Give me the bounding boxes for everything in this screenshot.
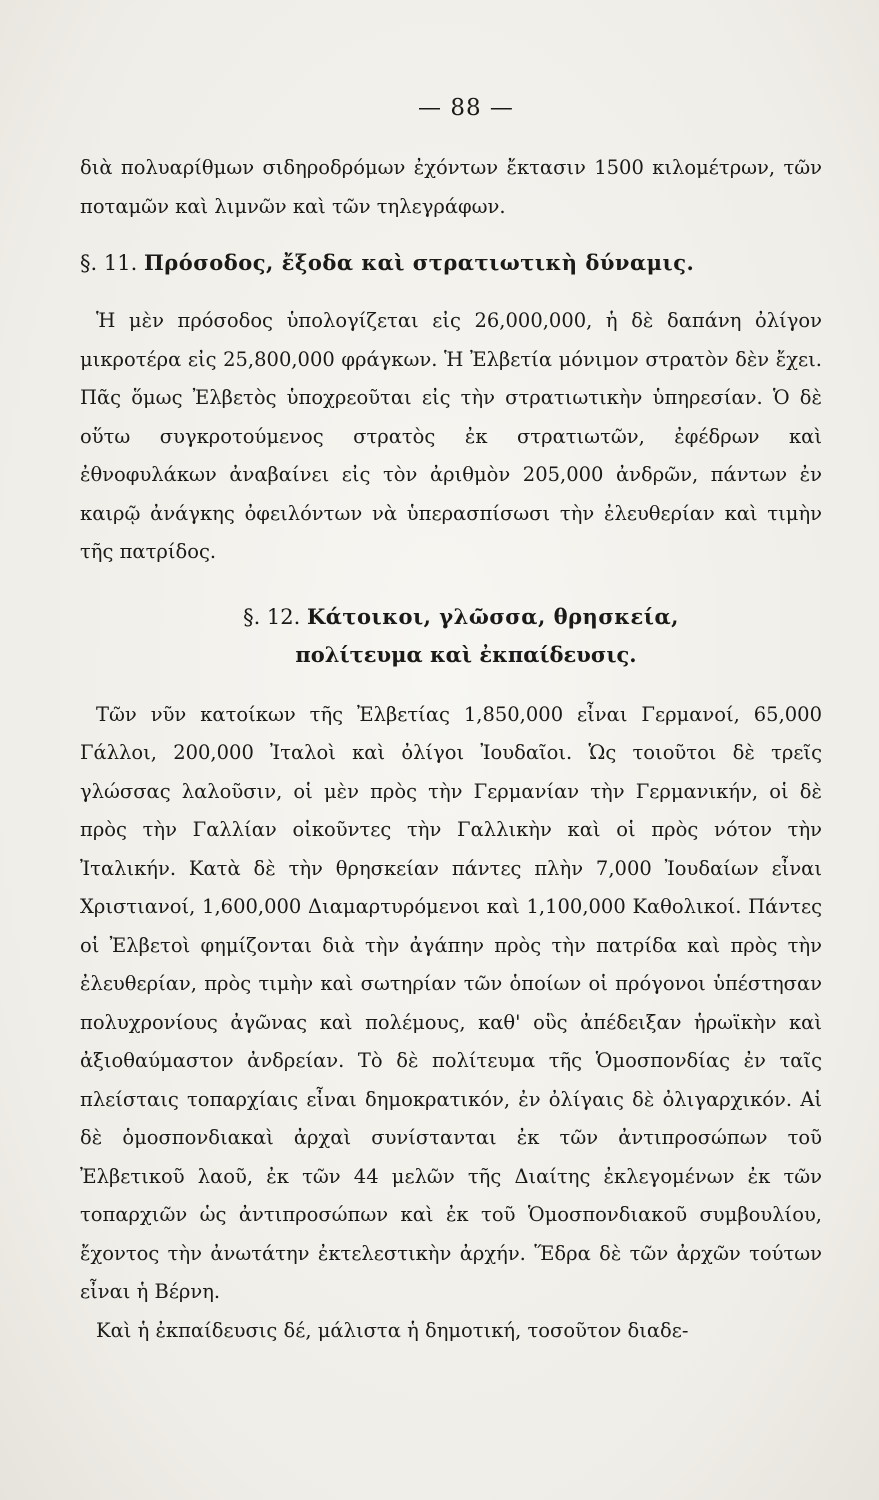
section-11-title: Πρόσοδος, ἔξοδα καὶ στρατιωτικὴ δύναμις. <box>143 250 695 275</box>
section-11-number: §. 11. <box>80 251 138 275</box>
section-12-heading <box>80 598 822 674</box>
page-content <box>80 95 822 1350</box>
section-11-heading <box>80 244 822 282</box>
section-12-title-line1: Κάτοικοι, γλῶσσα, θρησκεία, <box>307 603 679 629</box>
page-number: — 88 — <box>418 95 514 121</box>
section-12-title-line2: πολίτευμα καὶ ἐκπαίδευσις. <box>295 641 637 667</box>
section-12-number: §. 12. <box>243 604 301 629</box>
section-11-body: Ἡ μὲν πρόσοδος ὑπολογίζεται εἰς 26,000,000, ἡ δὲ δαπάνη ὀλίγον μικροτέρα εἰς 25,800,000 φράγκων. Ἡ Ἐλβετία μόνιμον στρατὸν δὲν ἔχει. Πᾶς ὅμως Ἐλβετὸς ὑποχρεοῦται εἰς τὴν στρατιωτικὴν ὑπηρεσίαν. Ὁ δὲ οὕτω συγκροτούμενος στρατὸς ἐκ στρατιωτῶν, ἐφέδρων καὶ ἐθνοφυλάκων ἀναβαίνει εἰς τὸν ἀριθμὸν 205,000 ἀνδρῶν, πάντων ἐν καιρῷ ἀνάγκης ὀφειλόντων νὰ ὑπερασπίσωσι τὴν ἐλευθερίαν καὶ τιμὴν τῆς πατρίδος. <box>80 309 822 563</box>
section-12-closing: Καὶ ἡ ἐκπαίδευσις δέ, μάλιστα ἡ δημοτική, τοσοῦτον διαδε- <box>96 1318 689 1342</box>
section-12-body: Τῶν νῦν κατοίκων τῆς Ἐλβετίας 1,850,000 εἶναι Γερμανοί, 65,000 Γάλλοι, 200,000 Ἰταλοὶ καὶ ὀλίγοι Ἰουδαῖοι. Ὡς τοιοῦτοι δὲ τρεῖς γλώσσας λαλοῦσιν, οἱ μὲν πρὸς τὴν Γερμανίαν τὴν Γερμανικήν, οἱ δὲ πρὸς τὴν Γαλλίαν οἰκοῦντες τὴν Γαλλικὴν καὶ οἱ πρὸς νότον τὴν Ἰταλικήν. Κατὰ δὲ τὴν θρησκείαν πάντες πλὴν 7,000 Ἰουδαίων εἶναι Χριστιανοί, 1,600,000 Διαμαρτυρόμενοι καὶ 1,100,000 Καθολικοί. Πάντες οἱ Ἐλβετοὶ φημίζονται διὰ τὴν ἀγάπην πρὸς τὴν πατρίδα καὶ πρὸς τὴν ἐλευθερίαν, πρὸς τιμὴν καὶ σωτηρίαν τῶν ὁποίων οἱ πρόγονοι ὑπέστησαν πολυχρονίους ἀγῶνας καὶ πολέμους, καθ' οὓς ἀπέδειξαν ἡρωϊκὴν καὶ ἀξιοθαύμαστον ἀνδρείαν. Τὸ δὲ πολίτευμα τῆς Ὁμοσπονδίας ἐν ταῖς πλείσταις τοπαρχίαις εἶναι δημοκρατικόν, ἐν ὀλίγαις δὲ ὀλιγαρχικόν. Αἱ δὲ ὁμοσπονδιακαὶ ἀρχαὶ συνίστανται ἐκ τῶν ἀντιπροσώπων τοῦ Ἐλβετικοῦ λαοῦ, ἐκ τῶν 44 μελῶν τῆς Διαίτης ἐκλεγομένων ἐκ τῶν τοπαρχιῶν ὡς ἀντιπροσώπων καὶ ἐκ τοῦ Ὁμοσπονδιακοῦ συμβουλίου, ἔχοντος τὴν ἀνωτάτην ἐκτελεστικὴν ἀρχήν. Ἕδρα δὲ τῶν ἀρχῶν τούτων εἶναι ἡ Βέρνη. <box>80 702 822 1303</box>
intro-paragraph: διὰ πολυαρίθμων σιδηροδρόμων ἐχόντων ἔκτασιν 1500 κιλομέτρων, τῶν ποταμῶν καὶ λιμνῶν καὶ τῶν τηλεγράφων. <box>80 156 822 218</box>
